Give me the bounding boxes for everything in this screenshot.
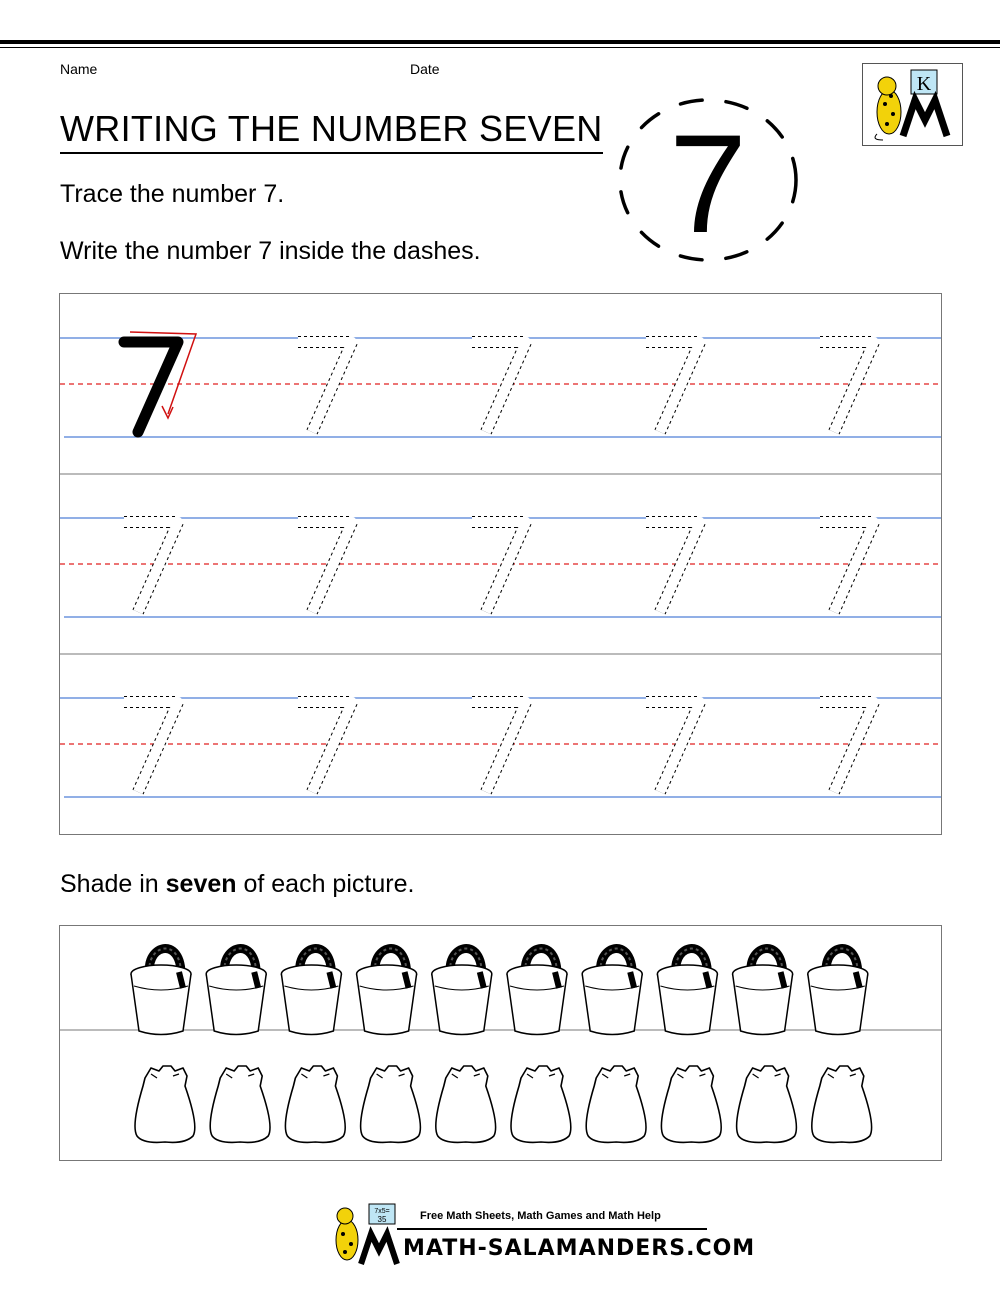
footer-rule	[397, 1228, 707, 1230]
dashed-seven-inner	[646, 522, 700, 612]
trace-digit[interactable]	[820, 702, 874, 792]
sandcastle-shape	[135, 1066, 195, 1142]
sandcastle-icon[interactable]	[436, 1066, 496, 1142]
sandcastle-shape	[661, 1066, 721, 1142]
top-rule-thin	[0, 47, 1000, 48]
bucket-handle-end	[630, 972, 634, 988]
pictures-area	[59, 925, 942, 1161]
bucket-handle-end	[555, 972, 559, 988]
footer-badge-bottom: 35	[377, 1215, 387, 1224]
bucket-icon[interactable]	[582, 949, 642, 1035]
trace-digit[interactable]	[298, 342, 352, 432]
dashed-seven-inner	[646, 702, 700, 792]
salamander-logo-icon	[863, 64, 962, 145]
dashed-seven-inner	[820, 522, 874, 612]
sandcastle-icon[interactable]	[210, 1066, 270, 1142]
bucket-handle-end	[405, 972, 409, 988]
trace-digit[interactable]	[472, 522, 526, 612]
shade-text-bold: seven	[165, 870, 237, 898]
tracing-area	[59, 293, 942, 835]
sandcastle-icon[interactable]	[135, 1066, 195, 1142]
sandcastle-shape	[436, 1066, 496, 1142]
bucket-icon[interactable]	[432, 949, 492, 1035]
trace-instruction: Trace the number 7.	[60, 180, 285, 208]
footer-salamander-icon	[325, 1200, 405, 1270]
date-label: Date	[410, 61, 440, 77]
sandcastle-icon[interactable]	[361, 1066, 421, 1142]
trace-digit[interactable]	[124, 702, 178, 792]
sandcastle-shape	[737, 1066, 797, 1142]
sandcastle-icon[interactable]	[737, 1066, 797, 1142]
bucket-handle-end	[781, 972, 785, 988]
bucket-icon[interactable]	[131, 949, 191, 1035]
footer-site: MATH-SALAMANDERS.COM	[403, 1236, 756, 1261]
shade-text-1: Shade in	[60, 870, 166, 898]
sandcastle-shape	[285, 1066, 345, 1142]
dashed-seven-inner	[298, 522, 352, 612]
sandcastle-shape	[511, 1066, 571, 1142]
bucket-handle-end	[856, 972, 860, 988]
footer-logo	[325, 1200, 756, 1270]
shade-text-2: of each picture.	[236, 870, 415, 898]
big-seven-badge	[610, 92, 810, 272]
logo-box	[862, 63, 963, 146]
dashed-seven-inner	[472, 342, 526, 432]
top-rule	[0, 40, 1000, 44]
trace-digit[interactable]	[820, 522, 874, 612]
write-instruction: Write the number 7 inside the dashes.	[60, 237, 481, 265]
arrow-head	[162, 406, 173, 418]
sandcastle-shape	[812, 1066, 872, 1142]
shade-instruction	[60, 870, 414, 899]
trace-digit[interactable]	[472, 342, 526, 432]
sandcastle-shape	[586, 1066, 646, 1142]
bucket-handle-end	[329, 972, 333, 988]
bucket-icon[interactable]	[808, 949, 868, 1035]
trace-digit[interactable]	[124, 332, 196, 432]
sandcastle-icon[interactable]	[511, 1066, 571, 1142]
pictures-grid	[60, 926, 941, 1160]
dashed-seven-inner	[646, 342, 700, 432]
footer-tagline: Free Math Sheets, Math Games and Math Help	[420, 1210, 661, 1222]
page-title: WRITING THE NUMBER SEVEN	[60, 108, 603, 154]
dashed-seven-inner	[124, 702, 178, 792]
dashed-seven-inner	[472, 702, 526, 792]
dashed-seven-inner	[820, 342, 874, 432]
dashed-seven-inner	[298, 342, 352, 432]
bucket-handle-end	[705, 972, 709, 988]
big-seven-digit: 7	[669, 105, 747, 262]
dashed-seven-inner	[298, 702, 352, 792]
trace-digit[interactable]	[298, 702, 352, 792]
bucket-icon[interactable]	[281, 949, 341, 1035]
trace-digit[interactable]	[124, 522, 178, 612]
tracing-grid	[60, 294, 941, 834]
dashed-seven-inner	[472, 522, 526, 612]
bucket-handle-end	[179, 972, 183, 988]
trace-digit[interactable]	[646, 702, 700, 792]
dashed-seven-inner	[124, 522, 178, 612]
bucket-icon[interactable]	[657, 949, 717, 1035]
bucket-icon[interactable]	[357, 949, 417, 1035]
trace-digit[interactable]	[472, 702, 526, 792]
trace-digit[interactable]	[646, 522, 700, 612]
sandcastle-icon[interactable]	[812, 1066, 872, 1142]
bucket-handle-end	[480, 972, 484, 988]
sandcastle-icon[interactable]	[285, 1066, 345, 1142]
sandcastle-icon[interactable]	[661, 1066, 721, 1142]
trace-digit[interactable]	[820, 342, 874, 432]
footer-badge-top: 7x5=	[374, 1208, 390, 1215]
bucket-handle-end	[254, 972, 258, 988]
solid-seven	[124, 342, 178, 432]
logo-letter: K	[916, 73, 932, 95]
dashed-seven-inner	[820, 702, 874, 792]
trace-digit[interactable]	[646, 342, 700, 432]
bucket-icon[interactable]	[206, 949, 266, 1035]
sandcastle-shape	[361, 1066, 421, 1142]
sandcastle-shape	[210, 1066, 270, 1142]
sandcastle-icon[interactable]	[586, 1066, 646, 1142]
name-label: Name	[60, 61, 98, 77]
bucket-icon[interactable]	[507, 949, 567, 1035]
bucket-icon[interactable]	[733, 949, 793, 1035]
trace-digit[interactable]	[298, 522, 352, 612]
